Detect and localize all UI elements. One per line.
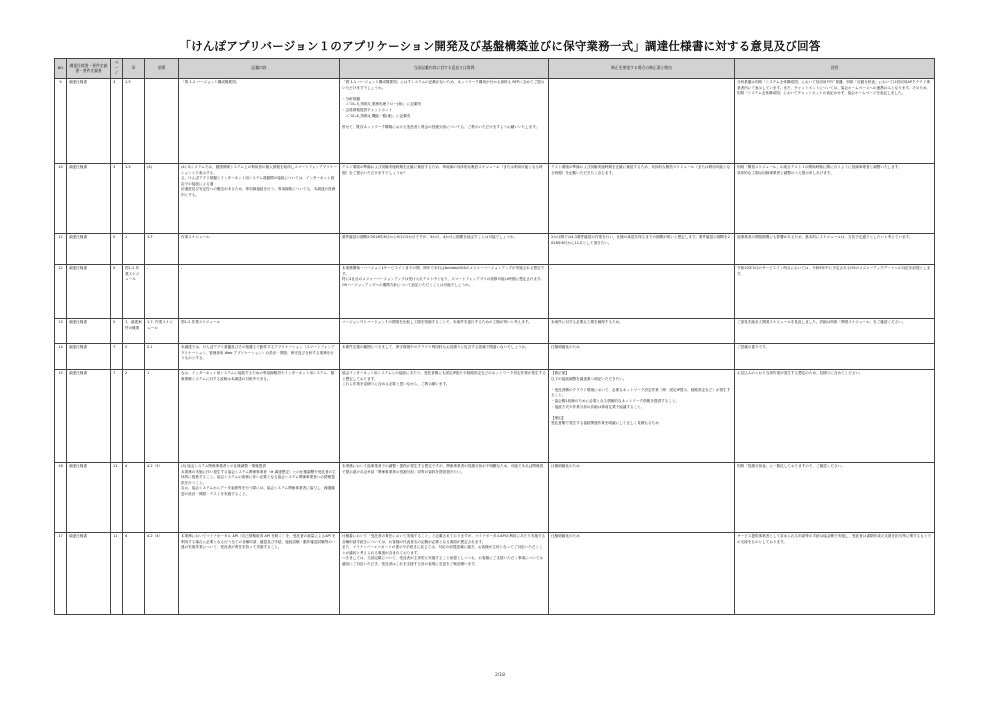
table-row (55, 463, 935, 533)
cell-content-line: 本調達では、けんぽアプリ基盤及びその基盤上で動作するアプリケーション（スマートフォンアプリケーション、管理者用 Web アプリケーション）の設計・開発、保守及び分析する業務を行うものとする。 (181, 345, 335, 361)
cell-chapter: 1.5 (123, 164, 145, 234)
cell-page: 5 (111, 265, 123, 319)
cell-question-line: これら作業を見積りに含める必要と思いながら、ご教示願います。 (342, 382, 450, 387)
cell-answer (735, 164, 935, 234)
cell-doc: 調達仕様書 (67, 234, 111, 265)
cell-item: 4.2（4） (145, 533, 179, 615)
cell-proposal-line: 【理由】 (551, 415, 566, 420)
header-content: 記載内容 (179, 59, 340, 79)
cell-proposal (549, 533, 735, 615)
cell-answer (735, 79, 935, 164)
cell-content (179, 344, 340, 370)
cell-content-line: なお、協会システムからデータ参照等を行う際には、協会システム関係事業者に協力し、疎通確認の設計・開発・テストを実施すること。 (181, 486, 335, 496)
cell-chapter: 図1-2 作業スケジュール (123, 265, 145, 319)
cell-doc: 調達仕様書 (67, 533, 111, 615)
cell-proposal (549, 164, 735, 234)
document-title: 「けんぽアプリバージョン１のアプリケーション開発及び基盤構築並びに保守業務一式」調達仕様書に対する意見及び回答 (179, 39, 821, 53)
cell-doc: 調達仕様書 (67, 344, 111, 370)
cell-content-line: 図1-2 作業スケジュール (181, 320, 221, 324)
cell-question-line: 要件確認の期間が2026年8月から9月の2か月ですが、3か月、4か月に期間を延ばすことは可能でしょうか。 (342, 235, 518, 239)
cell-question (340, 344, 549, 370)
cell-answer (735, 463, 935, 533)
cell-answer (735, 344, 935, 370)
cell-content-line: 「図 1-1 バージョン１構成概要図」 (181, 80, 240, 84)
cell-proposal (549, 79, 735, 164)
page-number: 2/18 (494, 673, 506, 678)
table-row (55, 370, 935, 463)
cell-question-line: -ﾍﾟ01-4_別紙4_機能一覧(案)」に記載有 (342, 113, 411, 118)
cell-content (179, 370, 340, 463)
cell-chapter: 2 (123, 370, 145, 463)
header-page: ページ (111, 59, 123, 79)
cell-chapter: 1 (123, 234, 145, 265)
cell-chapter: 1．調達案件の概要 (123, 319, 145, 344)
cell-page: 7 (111, 370, 123, 463)
cell-no: 13 (55, 319, 67, 344)
table-row (55, 164, 935, 234)
cell-question (340, 79, 549, 164)
cell-answer (735, 265, 935, 319)
cell-item (145, 79, 179, 164)
cell-no: 10 (55, 164, 67, 234)
cell-proposal-line: ・接続方式や作業分担の詳細は事前定業で協議すること。 (551, 404, 645, 409)
cell-question-line: OSバージョンアップへの期間方針について追記いただくことは可能でしょうか。 (342, 282, 473, 287)
cell-content (179, 234, 340, 265)
cell-question (340, 533, 549, 615)
cell-answer-line: ご認識の通りです。 (737, 345, 770, 349)
cell-proposal-line: 【修正案】 (551, 371, 569, 375)
cell-proposal (549, 344, 735, 370)
cell-no: 12 (55, 265, 67, 319)
cell-question-line: ・会員情報提供チャットボット (342, 107, 393, 112)
cell-proposal-line: 以下の接続調整を調達書へ明記いただきたい。 (551, 376, 627, 381)
cell-proposal-line: 2か月間では4,3要件確認の作業を行い、仕様の承認を得るまでの期間が短いと想定します。要件確認の期間を2026年8月から11月として頂きたい。 (551, 235, 730, 245)
cell-proposal-line: 仕様明確化のため (551, 345, 580, 349)
cell-answer-line: 別紙「役割分担表」に一覧化しておりますので、ご確認ください。 (737, 464, 845, 468)
cell-no: 16 (55, 463, 67, 533)
cell-content-line: 本業務においてマイナポータル API（自己情報取得 API を除く）を、受託者の裁量によるAPI を利用する場合に必要となる行う全ての各種申請、確認及び手続、接続試験・動作確認試験等の一連の実施作業について、受託者が責任を持って実施すること。 (181, 534, 336, 550)
cell-doc: 調達仕様書 (67, 370, 111, 463)
cell-answer (735, 533, 935, 615)
cell-proposal (549, 234, 735, 265)
table-row (55, 234, 935, 265)
cell-answer-line: 具体的な工期は回線事業者と調整のうえ提示申しあげます。 (737, 170, 834, 175)
cell-proposal (549, 463, 735, 533)
table-row (55, 344, 935, 370)
cell-question-line: つきましては、当該記載について、受託者が主体的に実施すること前提としつつも、お客様にご支援いただく事項については適切にご対応いただき、受託者はこれを支援する旨の表現に変更をご検討願います。 (342, 556, 544, 566)
header-answer: 回答 (735, 59, 935, 79)
cell-question-line: 本業務において他事業者での調整・提供が発生する想定ですが、関係事業者の役割分担が不明瞭なため、可能であれば関係図で提示頂ければ幸甚「関係事業者の役割分担」同等の資料を提供頂きたい。 (342, 464, 544, 474)
cell-chapter: 4 (123, 533, 145, 615)
cell-doc: 調達仕様書 (67, 319, 111, 344)
cell-page: 3 (111, 164, 123, 234)
cell-question (340, 319, 549, 344)
cell-answer-line: ご意見を踏まえ開発スケジュールを見直しました。詳細は別紙「開発スケジュール」をご確認ください。 (737, 320, 906, 324)
cell-content (179, 463, 340, 533)
cell-content (179, 265, 340, 319)
cell-question (340, 370, 549, 463)
cell-answer-line: サービス提供事業者として求められる申請等の手続は協会側で実施し、受託者は書類作成の支援を担当等に関するもとでの支援をものとしております。 (737, 534, 932, 544)
cell-proposal-line: テスト環境の準備および試験実施時期を正確に検討するため、具体的な敷設スケジュール（または利用可能となる時期）を記載いただきたく存じます。 (551, 165, 731, 175)
cell-proposal (549, 319, 735, 344)
cell-proposal-line: ・協会側1回線のために必要となる情報的なネットワーク情報を提供すること。 (551, 398, 680, 403)
cell-question-line: テスト環境の準備および試験実施時期を正確に検討するため、専用線の具体的な敷設スケジュール（または利用可能となる時期）をご提示いただけますでしょうか？ (342, 165, 543, 175)
table-row (55, 79, 935, 164)
cell-answer-line: 分析基盤は別紙「システム全体構成図」において信用用ｸﾗｳﾄﾞ基盤、別紙「自動分析表」においては信用用APクラウド事業者内にて表示しています。また、チャットボットについては、協会ホームページへの連携のみとなります。そのため、別紙「システム全体構成図」においてチャットボットの表記はせず、協会ホームページを表記しました。 (737, 80, 931, 96)
cell-content (179, 533, 340, 615)
cell-question (340, 164, 549, 234)
cell-answer-line: 他事業者の開発期間にも影響があるため、基本的にスケジュールは、当初予定通りとしたいと考えています。 (737, 235, 913, 239)
cell-question (340, 463, 549, 533)
cell-proposal-line: 仕様明確化のため (551, 534, 580, 538)
table-row (55, 265, 935, 319)
cell-page: 5 (111, 319, 123, 344)
cell-page: 5 (111, 234, 123, 265)
cell-question (340, 234, 549, 265)
cell-question-line: バージョン０とバージョン１の開発を比較し工期を短縮することで、本案件を遂行するための工期が短いと考えます。 (342, 320, 532, 324)
cell-no: 15 (55, 370, 67, 463)
cell-content-line: 作業スケジュール (181, 235, 210, 239)
cell-answer (735, 234, 935, 265)
cell-proposal (549, 370, 735, 463)
cell-question-line: 併せて、既存ネットワーク構築における受託者と貴会の役割分担についても、ご教示いただけますようお願いいたします。 (342, 124, 540, 129)
cell-doc: 調達仕様書 (67, 463, 111, 533)
cell-chapter: 4 (123, 463, 145, 533)
cell-content-line: - (181, 266, 183, 270)
cell-content-line: (3) 協会システム関係事業者との仕様調整・情報提供 (181, 464, 266, 468)
header-proposal: 修正を要望する場合の修正案と理由 (549, 59, 735, 79)
cell-content-line: 信速度及び安定性への懸念があるため、専用線接続を行う。専用線数についても、本調達の役務内とする。 (181, 187, 336, 197)
cell-content-line: 本業務の実施に伴い発生する協会システム関係事業者（※ 調達想定）との仕様調整や受託者の主体的に推進すること。協会システムの改修に伴い必要となる協会システム関係事業者への情報提供を行うこと。 (181, 469, 336, 485)
cell-item: 1 (145, 370, 179, 463)
header-question: 当該記載内容に対する意見又は質問 (340, 59, 549, 79)
cell-content-line: る。けんぽアプリ基盤とインターネット用システム基盤間の接続については、インターネット経由での接続による通 (181, 176, 335, 186)
header-no: NO (55, 59, 67, 79)
comment-table (54, 58, 935, 615)
header-row (55, 59, 935, 79)
cell-item: 1.7 (145, 234, 179, 265)
cell-content (179, 319, 340, 344)
cell-question-line: 特に2社目のメジャーバージョンアップは受け入れテスト中となり、スマートフォンアプリの改修可能は時期に想定されます。 (342, 277, 544, 282)
cell-content (179, 164, 340, 234)
cell-question-line: 「図 1-1 バージョン１構成概要図」にはＴシステムの記載がないため、ネットワーク構成が分かる資料も RFPに含めてご提示いただけますでしょうか。 (342, 80, 545, 90)
cell-question-line: 本業務開始～バージョン1サービスインまでの間、例年であればAndroid/iOSのメジャーバージョンアップが実施される想定です。 (342, 266, 545, 276)
cell-page: 7 (111, 344, 123, 370)
cell-item: 1.7. 作業スケジュール (145, 319, 179, 344)
cell-proposal (549, 265, 735, 319)
cell-question (340, 265, 549, 319)
cell-answer (735, 370, 935, 463)
cell-question-line: ・分析基盤 (342, 96, 360, 101)
cell-question-line: また、マイナンバーエコカードの提示や手続きに応じては、対応の前提認識に過ぎ、お客様が主体となってご対応いただくことが適切と考えられる事項が含まれております。 (342, 545, 543, 555)
cell-content-line: なお、インターネット用システムに接続するための専用線敷設やインターネット用システム、健康保険システムに対する改修は本調達の対象外である。 (181, 371, 335, 381)
cell-no: 11 (55, 234, 67, 265)
cell-item: - (145, 265, 179, 319)
cell-proposal-line: ・受託者側のクラウド環境において、必要なネットワーク設定作業（例：固定IP提示、経路設定など）が発生すること。 (551, 387, 731, 398)
header-item: 項番 (145, 59, 179, 79)
cell-answer-line: 別紙「開発スケジュール」の総合テスト１の開始時期に間に合うように回線事業者と調整いたします。 (737, 165, 902, 169)
cell-proposal-line: 受託者側で発生する接続関連作業を明確にして正しく見積もるため (551, 421, 659, 426)
cell-question-line: -ﾍﾟ01-3_別紙3_業務処理フロー(案)」に記載有 (342, 102, 422, 107)
cell-no: 17 (55, 533, 67, 615)
cell-item: 2.1 (145, 344, 179, 370)
cell-doc: 調達仕様書 (67, 79, 111, 164)
cell-answer (735, 319, 935, 344)
cell-proposal-line: 本案件に対する必要な工期を確保するため。 (551, 320, 623, 324)
cell-item: 4.2（3） (145, 463, 179, 533)
cell-chapter: 1.5 (123, 79, 145, 164)
cell-proposal-line: 仕様明確化のため (551, 464, 580, 468)
cell-content-line: (4) 本システムでは、健康保険システム上の利用者の個人情報を取得しスマートフォンアプリケーションとで表示する。 (181, 165, 337, 175)
header-chapter: 章 (123, 59, 145, 79)
cell-content (179, 79, 340, 164)
header-doc: 調達仕様書・要件定義書・要件定義書 (67, 59, 111, 79)
cell-doc: 調達仕様書 (67, 164, 111, 234)
table-row (55, 533, 935, 615)
cell-item: (4) (145, 164, 179, 234)
cell-no: 14 (55, 344, 67, 370)
cell-answer-line: お見込みのとおり当該作業が発生する想定のため、見積りに含めてください。 (737, 371, 863, 375)
cell-chapter: 2 (123, 344, 145, 370)
cell-page: 11 (111, 533, 123, 615)
cell-question-line: 仕様書において「受託者の責任において実施すること」と記載されておりますが、マイナポータルAPIの利用にあたり実施する各種申請手続きについては、お客様の代表者名の記載が必要となる書面が想定されます。 (342, 534, 546, 544)
table-row (55, 319, 935, 344)
cell-question-line: 本要件定義の範囲につきまして、保守環境中のクラウド利用料もお見積りに包含する認識で間違いないでしょうか。 (342, 345, 529, 349)
cell-page: 11 (111, 463, 123, 533)
cell-no: 9 (55, 79, 67, 164)
cell-question-line: 協会インターネット用システムとの接続にあたり、受託者側にも固定IP振りや経路設定などのネットワーク設定作業が発生すると想定しております。 (342, 371, 546, 381)
cell-proposal-line: - (551, 266, 553, 270)
cell-answer-line: 令和10年3月のサービスイン時点においては、令和9年中に予定されるOSのメジャーアップデートへの対応を前提とします。 (737, 266, 931, 276)
cell-page: 3 (111, 79, 123, 164)
cell-doc: 調達仕様書 (67, 265, 111, 319)
